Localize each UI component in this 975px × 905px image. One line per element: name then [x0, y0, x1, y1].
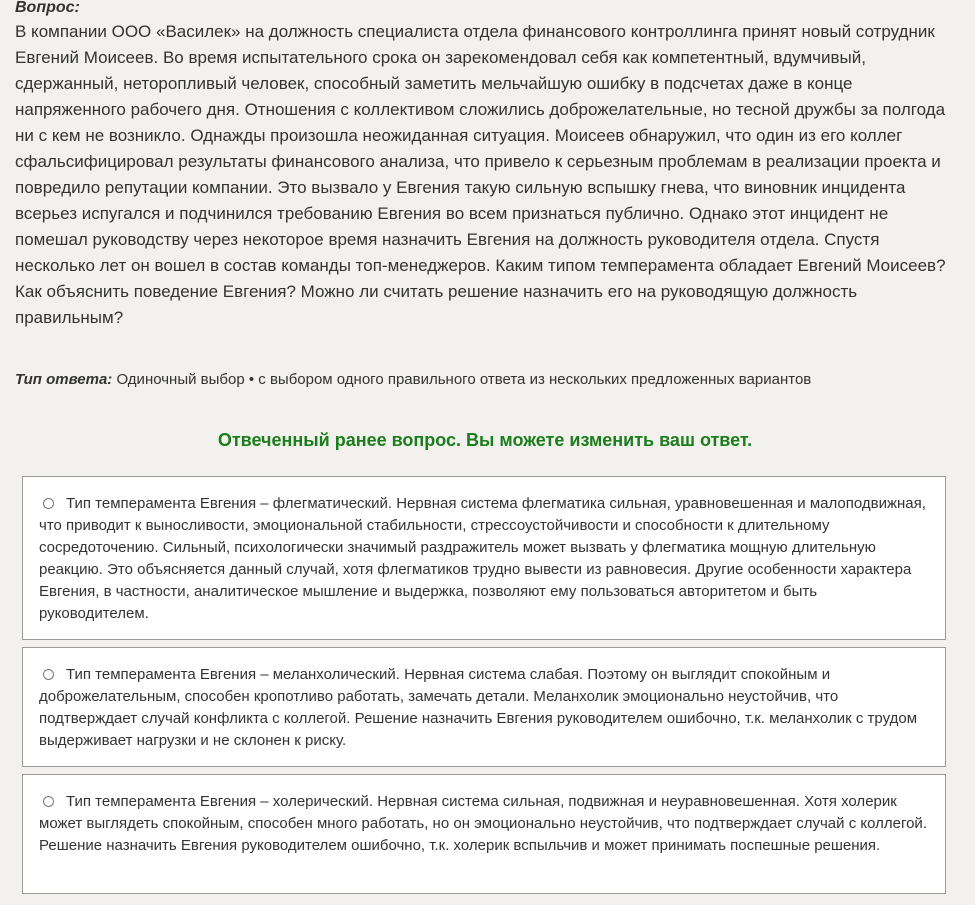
answer-option-text: Тип темперамента Евгения – холерический. Нервная система сильная, подвижная и неуравновешенная. Хотя холерик может выглядеть спокойным, способен много работать, но он эмоционально неустойчив, что подтверждает случай с коллегой. Решение назначить Евгения руководителем ошибочно, т.к. холерик вспыльчив и может принимать поспешные решения.	[39, 793, 927, 854]
answer-option-text: Тип темперамента Евгения – флегматический. Нервная система флегматика сильная, уравновешенная и малоподвижная, что приводит к выносливости, эмоциональной стабильности, стрессоустойчивости и способности к длительному сосредоточению. Сильный, психологически значимый раздражитель может вызвать у флегматика мощную длительную реакцию. Это объясняется данный случай, хотя флегматиков трудно вывести из равновесия. Другие особенности характера Евгения, в частности, аналитическое мышление и выдержка, позволяют ему пользоваться авторитетом и быть руководителем.	[39, 495, 926, 622]
answer-type-value: Одиночный выбор • с выбором одного правильного ответа из нескольких предложенных вариантов	[116, 371, 812, 388]
radio-button-3[interactable]	[43, 796, 54, 807]
question-block	[15, 0, 960, 331]
question-text: В компании ООО «Василек» на должность специалиста отдела финансового контроллинга принят новый сотрудник Евгений Моисеев. Во время испытательного срока он зарекомендовал себя как компетентный, вдумчивый, сдержанный, неторопливый человек, способный заметить мельчайшую ошибку в подсчетах даже в конце напряженного рабочего дня. Отношения с коллективом сложились доброжелательные, но тесной дружбы за полгода ни с кем не возникло. Однажды произошла неожиданная ситуация. Моисеев обнаружил, что один из его коллег сфальсифицировал результаты финансового анализа, что привело к серьезным проблемам в реализации проекта и повредило репутации компании. Это вызвало у Евгения такую сильную вспышку гнева, что виновник инцидента всерьез испугался и подчинился требованию Евгения во всем признаться публично. Однако этот инцидент не помешал руководству через некоторое время назначить Евгения на должность руководителя отдела. Спустя несколько лет он вошел в состав команды топ-менеджеров. Каким типом темперамента обладает Евгений Моисеев? Как объяснить поведение Евгения? Можно ли считать решение назначить его на руководящую должность правильным?	[15, 22, 946, 327]
answer-type	[15, 370, 811, 390]
answer-type-label: Тип ответа:	[15, 371, 113, 388]
answer-option-text: Тип темперамента Евгения – меланхолический. Нервная система слабая. Поэтому он выглядит спокойным и доброжелательным, способен кропотливо работать, замечать детали. Меланхолик эмоционально неустойчив, что подтверждает случай конфликта с коллегой. Решение назначить Евгения руководителем ошибочно, т.к. меланхолик с трудом выдерживает нагрузки и не склонен к риску.	[39, 666, 918, 749]
radio-button-1[interactable]	[43, 498, 54, 509]
previously-answered-notice: Отвеченный ранее вопрос. Вы можете изменить ваш ответ.	[217, 430, 753, 450]
answer-option-3[interactable]	[22, 774, 946, 894]
answer-option-1[interactable]	[22, 476, 946, 640]
radio-button-2[interactable]	[43, 669, 54, 680]
answer-option-2[interactable]	[22, 647, 946, 767]
question-label: Вопрос:	[15, 0, 80, 16]
